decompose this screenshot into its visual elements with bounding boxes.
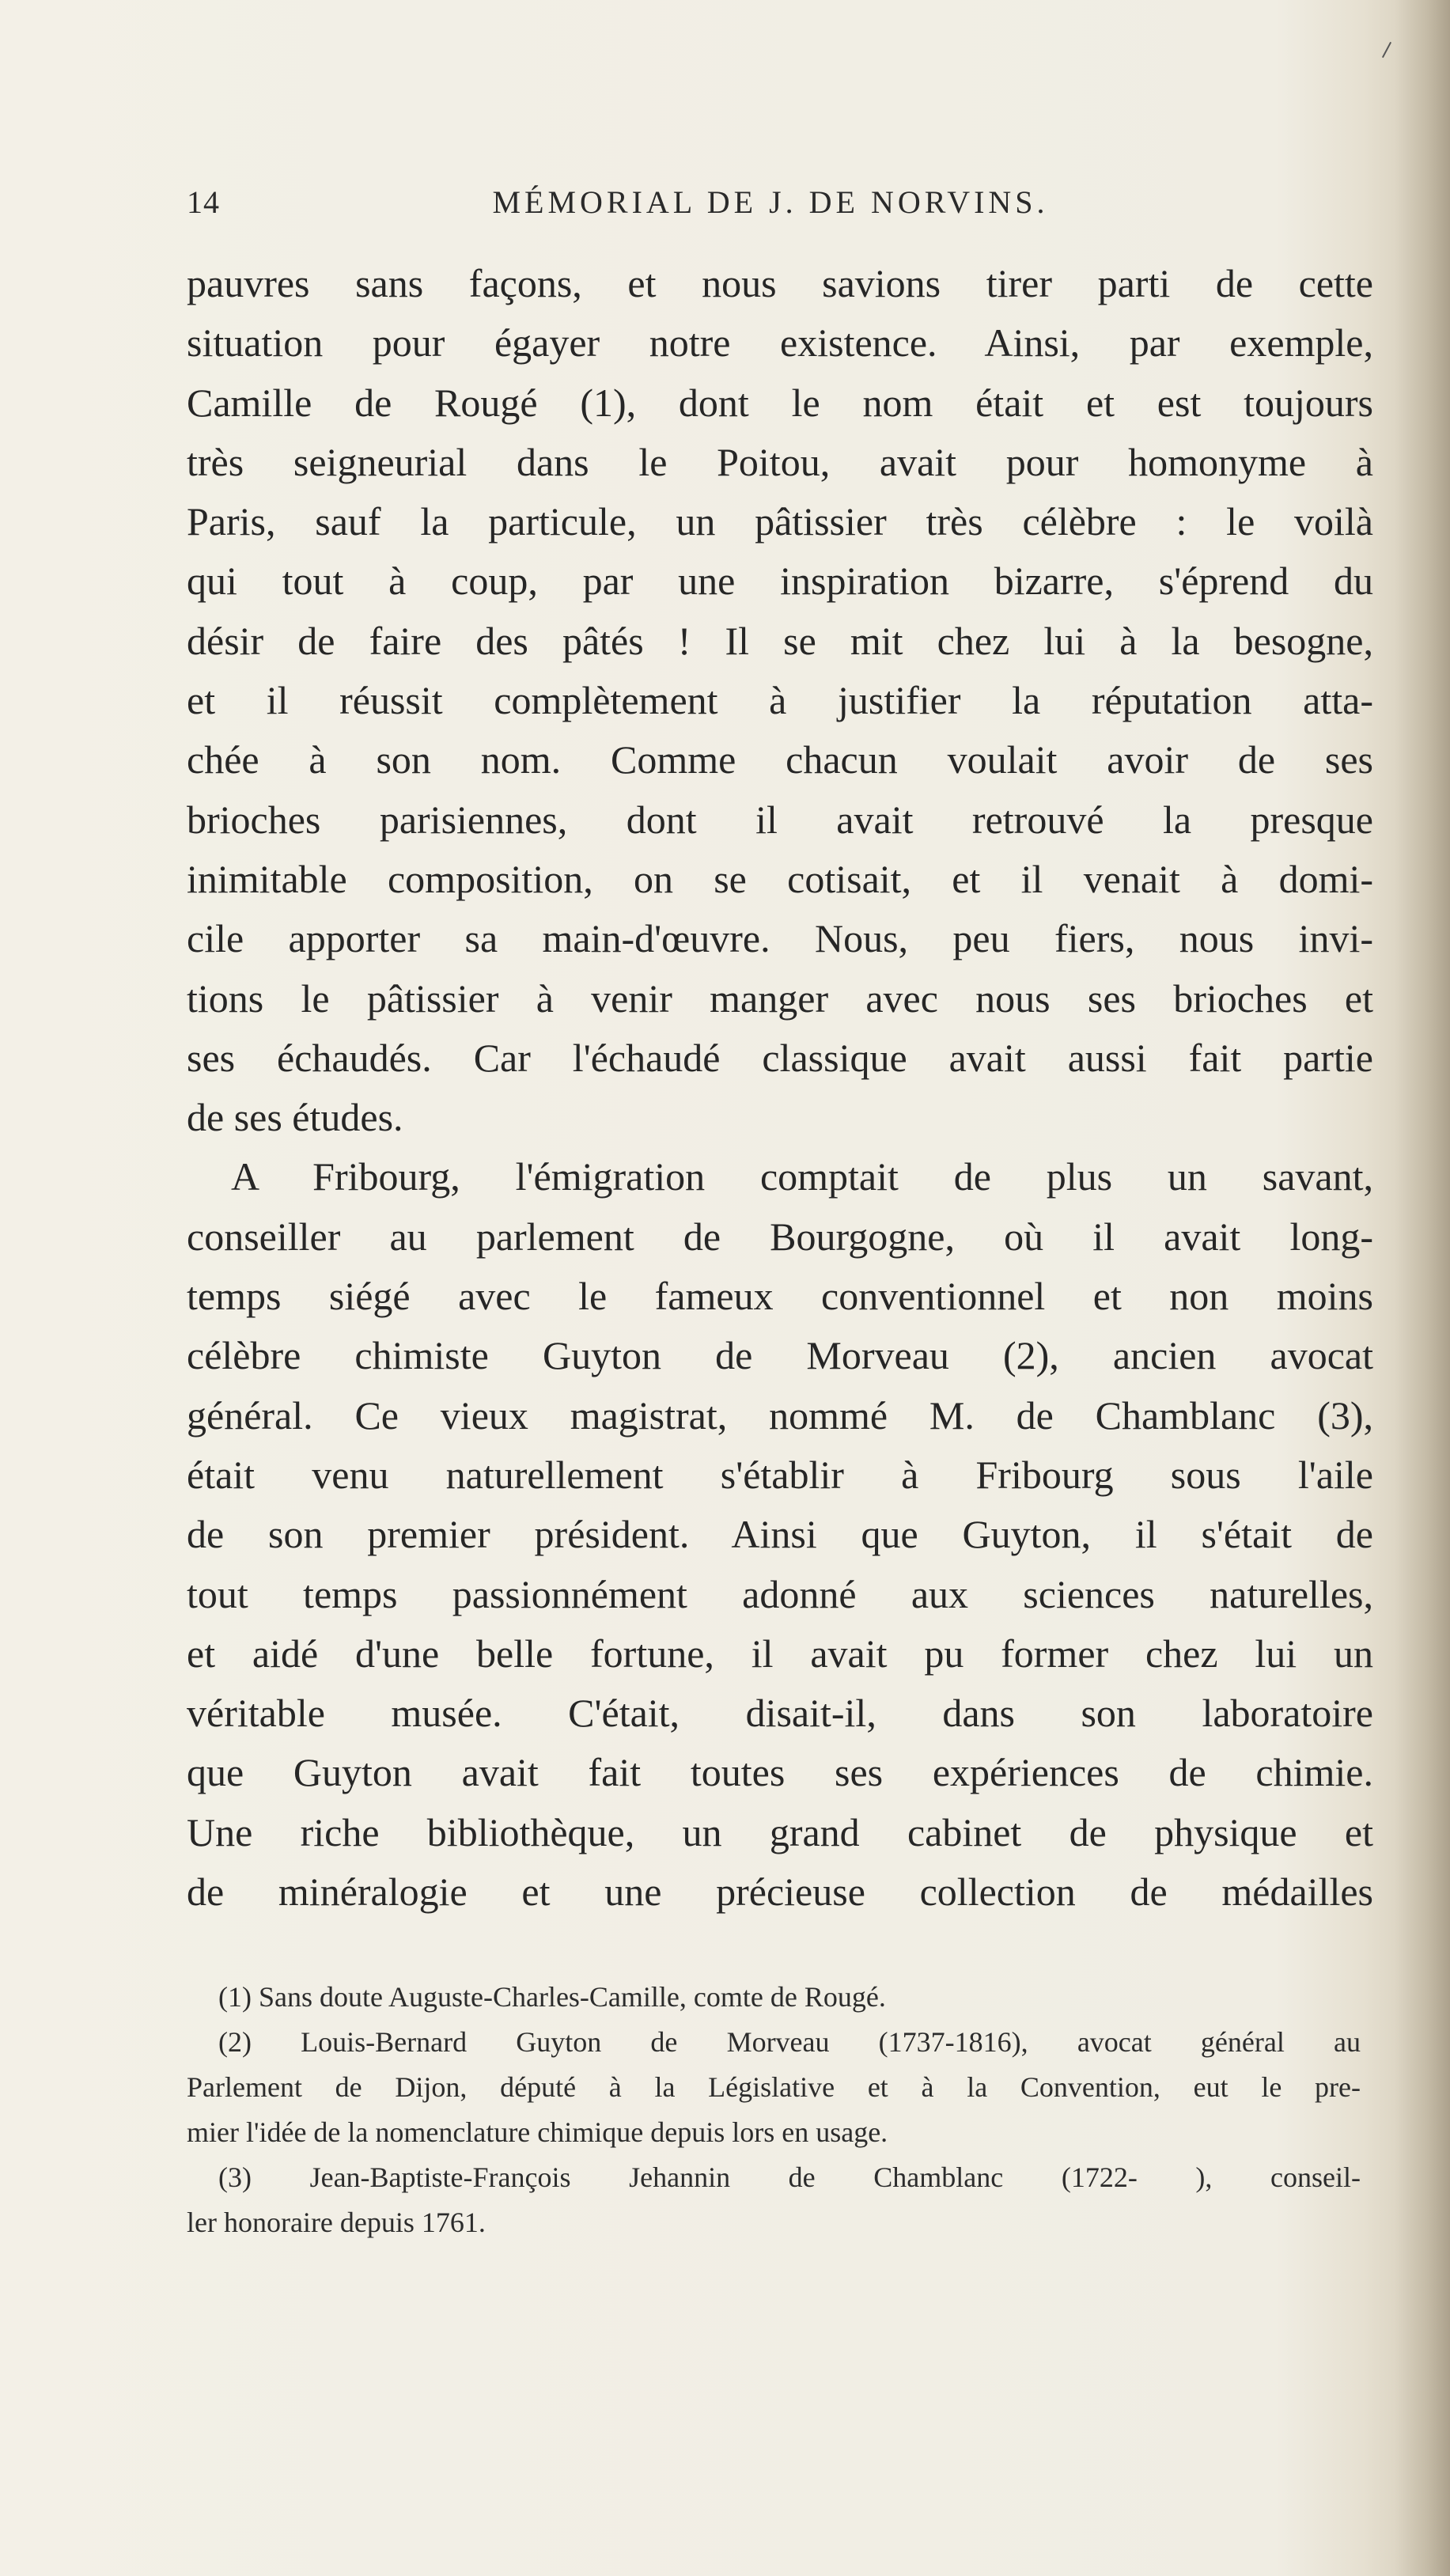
text-line: pauvres sans façons, et nous savions tirer parti de cette — [187, 261, 1373, 305]
paragraph-start-line: A Fribourg, l'émigration comptait de plus un savant, — [231, 1154, 1373, 1199]
text-line: très seigneurial dans le Poitou, avait pour homonyme à — [187, 439, 1373, 484]
text-line: Une riche bibliothèque, un grand cabinet de physique et — [187, 1809, 1373, 1854]
running-title: MÉMORIAL DE J. DE NORVINS. — [492, 184, 1049, 220]
text-line: situation pour égayer notre existence. Ainsi, par exemple, — [187, 320, 1373, 366]
footnote-3-continuation: ler honoraire depuis 1761. — [187, 2207, 486, 2238]
text-line: Camille de Rougé (1), dont le nom était et est toujours — [187, 380, 1373, 425]
page-header — [187, 184, 1354, 231]
text-line: désir de faire des pâtés ! Il se mit chez lui à la besogne, — [187, 618, 1373, 663]
page-edge-shadow — [1395, 0, 1450, 2576]
text-line: de ses études. — [187, 1095, 403, 1140]
text-line: cile apporter sa main-d'œuvre. Nous, peu fiers, nous invi- — [187, 916, 1373, 961]
text-line: tions le pâtissier à venir manger avec nous ses brioches et — [187, 975, 1373, 1021]
text-line: qui tout à coup, par une inspiration bizarre, s'éprend du — [187, 559, 1373, 604]
text-line: que Guyton avait fait toutes ses expériences de chimie. — [187, 1750, 1373, 1795]
text-line: de minéralogie et une précieuse collection de médailles — [187, 1869, 1373, 1915]
text-line: était venu naturellement s'établir à Fribourg sous l'aile — [187, 1452, 1373, 1497]
text-line: chée à son nom. Comme chacun voulait avoir de ses — [187, 737, 1373, 782]
text-line: et il réussit complètement à justifier la réputation atta- — [187, 678, 1373, 723]
text-line: célèbre chimiste Guyton de Morveau (2), ancien avocat — [187, 1333, 1373, 1378]
footnote-1: (1) Sans doute Auguste-Charles-Camille, comte de Rougé. — [218, 1981, 886, 2013]
text-line: général. Ce vieux magistrat, nommé M. de Chamblanc (3), — [187, 1392, 1373, 1438]
page-number: 14 — [187, 184, 220, 220]
text-line: brioches parisiennes, dont il avait retrouvé la presque — [187, 797, 1373, 842]
text-line: ses échaudés. Car l'échaudé classique avait aussi fait partie — [187, 1035, 1373, 1080]
text-line: véritable musée. C'était, disait-il, dans son laboratoire — [187, 1691, 1373, 1736]
text-line: tout temps passionnément adonné aux sciences naturelles, — [187, 1571, 1373, 1616]
pencil-mark — [1382, 42, 1391, 58]
text-line: inimitable composition, on se cotisait, et il venait à domi- — [187, 856, 1373, 901]
footnotes — [187, 1975, 1361, 2245]
text-line: Paris, sauf la particule, un pâtissier très célèbre : le voilà — [187, 499, 1373, 544]
footnote-2-continuation: Parlement de Dijon, député à la Législative et à la Convention, eut le pre- — [187, 2071, 1361, 2103]
footnote-3: (3) Jean-Baptiste-François Jehannin de Chamblanc (1722- ), conseil- — [218, 2161, 1361, 2193]
main-text — [187, 254, 1373, 1922]
footnote-2: (2) Louis-Bernard Guyton de Morveau (1737-1816), avocat général au — [218, 2026, 1361, 2058]
text-line: temps siégé avec le fameux conventionnel et non moins — [187, 1274, 1373, 1319]
footnote-2-continuation: mier l'idée de la nomenclature chimique depuis lors en usage. — [187, 2116, 888, 2148]
text-line: et aidé d'une belle fortune, il avait pu former chez lui un — [187, 1631, 1373, 1676]
text-line: conseiller au parlement de Bourgogne, où il avait long- — [187, 1214, 1373, 1259]
text-line: de son premier président. Ainsi que Guyton, il s'était de — [187, 1512, 1373, 1557]
